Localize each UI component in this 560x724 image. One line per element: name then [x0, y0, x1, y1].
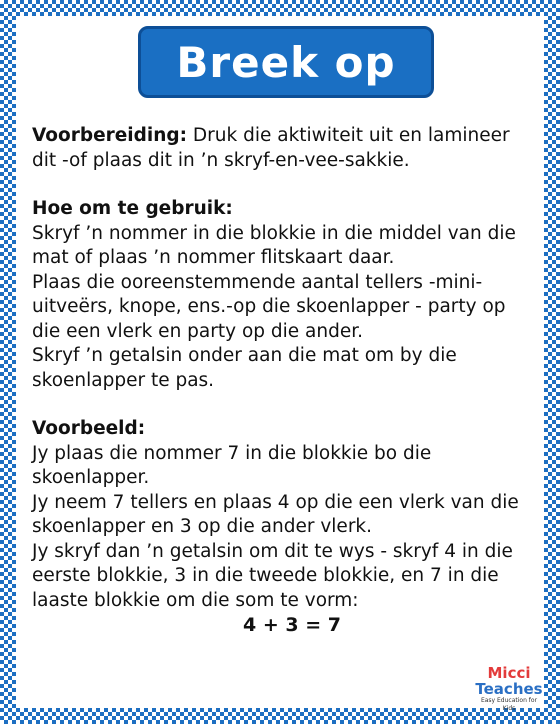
logo-line-2: Teaches — [475, 680, 543, 698]
example-paragraph: Jy skryf dan ’n getalsin om dit te wys - skryf 4 in die eerste blokkie, 3 in die tweede blokkie, en 7 in die laaste blokkie om die som te vorm: — [32, 540, 513, 611]
usage-heading: Hoe om te gebruik: — [32, 198, 233, 219]
example-paragraph: Jy plaas die nommer 7 in die blokkie bo die skoenlapper. — [32, 442, 432, 488]
preparation-paragraph — [32, 124, 532, 173]
example-equation: 4 + 3 = 7 — [243, 614, 341, 636]
example-paragraph: Jy neem 7 tellers en plaas 4 op die een vlerk van die skoenlapper en 3 op die ander vlerk. — [32, 491, 519, 537]
preparation-text: Druk die aktiwiteit uit en lamineer dit -of plaas dit in ’n skryf-en-vee-sakkie. — [32, 125, 510, 171]
worksheet-page — [16, 16, 544, 712]
usage-paragraph: Skryf ’n getalsin onder aan die mat om by die skoenlapper te pas. — [32, 345, 457, 391]
usage-section — [32, 197, 532, 393]
example-section — [32, 417, 532, 638]
logo-line-1: Micci — [487, 664, 531, 682]
preparation-section — [32, 124, 532, 173]
brand-logo — [474, 666, 544, 716]
page-title: Breek op — [138, 26, 434, 98]
usage-paragraph: Plaas die ooreenstemmende aantal tellers -mini-uitveërs, knope, ens.-op die skoenlapper - party op die een vlerk en party op die ander. — [32, 271, 506, 342]
instructions — [32, 124, 532, 638]
usage-paragraph: Skryf ’n nommer in die blokkie in die middel van die mat of plaas ’n nommer flitskaart daar. — [32, 222, 516, 268]
preparation-label: Voorbereiding: — [32, 125, 188, 146]
logo-tagline: Easy Education for Kids — [480, 697, 538, 712]
example-heading: Voorbeeld: — [32, 418, 146, 439]
